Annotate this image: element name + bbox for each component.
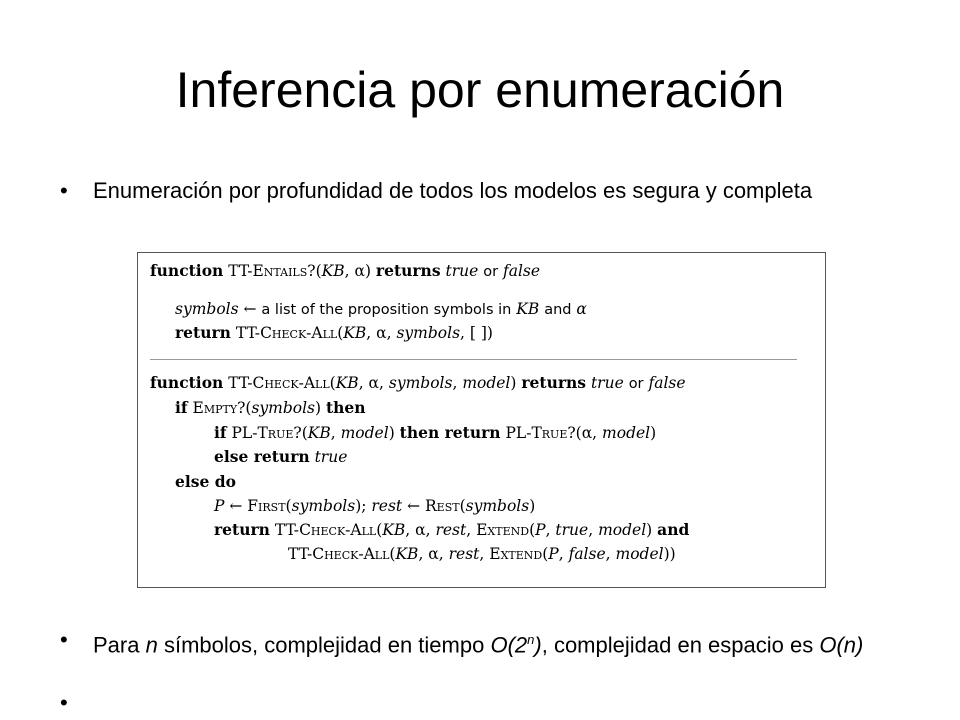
algorithm-token: rest: [435, 521, 467, 539]
algorithm-token: true: [555, 521, 589, 539]
algorithm-token: model: [602, 424, 651, 442]
algorithm-token: ,: [452, 374, 463, 392]
algorithm-line: [214, 520, 689, 540]
algorithm-token: if: [214, 423, 227, 442]
algorithm-token: Check-All: [312, 545, 390, 563]
algorithm-token: , [ ]): [460, 324, 493, 342]
algorithm-token: ,: [330, 424, 341, 442]
algorithm-token: ): [510, 374, 522, 392]
algorithm-token: , α,: [366, 324, 397, 342]
algorithm-token: Extend: [476, 521, 530, 539]
algorithm-token: function: [150, 261, 224, 280]
bullet-text: Enumeración por profundidad de todos los modelos es segura y completa: [93, 178, 813, 203]
algorithm-line: [214, 496, 535, 516]
algorithm-token: )): [663, 545, 676, 563]
algorithm-token: , α,: [358, 374, 389, 392]
algorithm-line: [175, 472, 236, 492]
bullet-text-part: Para: [93, 632, 146, 658]
algorithm-token: (: [285, 497, 292, 515]
algorithm-token: (: [542, 545, 549, 563]
algorithm-token: Rest: [425, 497, 460, 515]
algorithm-token: (: [389, 545, 396, 563]
algorithm-token: KB: [382, 521, 406, 539]
algorithm-token: (: [376, 521, 383, 539]
algorithm-token: return: [175, 323, 231, 342]
algorithm-token: , α,: [418, 545, 449, 563]
algorithm-token: Empty: [192, 399, 238, 417]
algorithm-token: Check-All: [299, 521, 377, 539]
algorithm-token: ,: [466, 521, 477, 539]
algorithm-token: false: [648, 374, 686, 392]
bullet-marker: •: [60, 627, 68, 652]
algorithm-token: (: [337, 324, 344, 342]
algorithm-token: a list of the proposition symbols in: [261, 302, 512, 318]
algorithm-token: , α,: [405, 521, 436, 539]
algorithm-token: ): [646, 521, 658, 539]
bullet-item: [60, 627, 890, 658]
algorithm-token: TT-: [235, 324, 261, 342]
algorithm-token: First: [247, 497, 286, 515]
algorithm-token: ): [315, 399, 326, 417]
algorithm-token: ,: [605, 545, 616, 563]
algorithm-token: rest: [448, 545, 480, 563]
algorithm-token: , α): [344, 262, 376, 280]
bullet-text-part: , complejidad en espacio es: [541, 632, 820, 658]
function-separator: [150, 359, 797, 360]
algorithm-token: (: [459, 497, 466, 515]
algorithm-token: TT-: [274, 521, 300, 539]
algorithm-token: TT-: [228, 262, 253, 280]
slide-title: Inferencia por enumeración: [175, 62, 785, 118]
algorithm-token: KB: [335, 374, 359, 392]
algorithm-token: Entails: [252, 262, 308, 280]
algorithm-token: PL-: [231, 424, 258, 442]
bullet-marker: •: [60, 690, 68, 715]
algorithm-line: [175, 323, 493, 343]
algorithm-token: (: [329, 374, 336, 392]
algorithm-token: model: [615, 545, 664, 563]
algorithm-token: rest: [371, 497, 403, 515]
algorithm-token: P: [535, 521, 546, 539]
bullet-marker: •: [60, 178, 68, 203]
algorithm-token: True: [531, 424, 568, 442]
algorithm-token: or: [628, 376, 644, 392]
algorithm-token: returns: [375, 261, 441, 280]
algorithm-token: false: [568, 545, 606, 563]
algorithm-token: else return: [214, 447, 310, 466]
algorithm-token: ): [388, 424, 400, 442]
algorithm-token: false: [503, 262, 541, 280]
algorithm-line: [175, 299, 587, 320]
algorithm-token: ←: [224, 497, 248, 515]
algorithm-token: ,: [558, 545, 569, 563]
algorithm-token: symbols: [388, 374, 453, 392]
algorithm-token: else do: [175, 472, 236, 491]
algorithm-token: P: [548, 545, 559, 563]
algorithm-token: if: [175, 398, 188, 417]
algorithm-token: true: [445, 262, 479, 280]
algorithm-token: symbols: [291, 497, 356, 515]
algorithm-token: α: [576, 300, 587, 318]
algorithm-token: model: [462, 374, 511, 392]
algorithm-line: [175, 398, 366, 418]
algorithm-token: model: [340, 424, 389, 442]
algorithm-token: TT-: [228, 374, 253, 392]
algorithm-token: ?(: [237, 399, 252, 417]
algorithm-token: symbols: [465, 497, 530, 515]
bullet-text-italic: n: [145, 632, 158, 658]
algorithm-box: [137, 252, 826, 588]
algorithm-token: symbols: [251, 399, 316, 417]
algorithm-token: ←: [402, 497, 425, 515]
bullet-text-italic: O(2: [490, 632, 528, 658]
algorithm-line: [214, 447, 347, 467]
algorithm-token: and: [544, 302, 572, 318]
algorithm-token: symbols: [396, 324, 461, 342]
algorithm-token: PL-: [505, 424, 532, 442]
algorithm-token: KB: [343, 324, 367, 342]
algorithm-token: and: [657, 520, 690, 539]
algorithm-line: [288, 544, 676, 564]
algorithm-line: [150, 261, 540, 282]
algorithm-token: true: [314, 448, 348, 466]
algorithm-token: Extend: [489, 545, 543, 563]
algorithm-token: symbols: [175, 300, 239, 318]
algorithm-token: ?(α,: [567, 424, 603, 442]
bullet-text-italic: ): [534, 632, 542, 658]
algorithm-line: [150, 373, 686, 394]
algorithm-token: return: [214, 520, 270, 539]
algorithm-token: TT-: [288, 545, 313, 563]
algorithm-token: KB: [516, 300, 540, 318]
algorithm-token: Check-All: [252, 374, 330, 392]
bullet-item: [60, 178, 890, 204]
algorithm-token: ,: [545, 521, 556, 539]
algorithm-token: function: [150, 373, 224, 392]
algorithm-token: Check-All: [260, 324, 338, 342]
algorithm-token: then return: [399, 423, 501, 442]
algorithm-token: returns: [521, 373, 587, 392]
algorithm-line: [214, 423, 656, 443]
bullet-text-superscript: n: [527, 632, 535, 647]
algorithm-token: then: [326, 398, 366, 417]
algorithm-token: );: [355, 497, 372, 515]
algorithm-token: or: [483, 264, 499, 280]
algorithm-token: ): [650, 424, 657, 442]
algorithm-token: KB: [321, 262, 345, 280]
algorithm-token: true: [590, 374, 624, 392]
algorithm-token: KB: [395, 545, 419, 563]
algorithm-token: KB: [307, 424, 331, 442]
algorithm-token: True: [257, 424, 294, 442]
algorithm-token: model: [598, 521, 647, 539]
bullet-text-italic: O(n): [819, 632, 864, 658]
algorithm-token: ←: [238, 300, 262, 318]
algorithm-token: (: [529, 521, 536, 539]
algorithm-token: ?(: [293, 424, 308, 442]
algorithm-token: ): [529, 497, 536, 515]
bullet-text: [93, 627, 890, 658]
algorithm-token: P: [214, 497, 225, 515]
bullet-text-part: símbolos, complejidad en tiempo: [157, 632, 491, 658]
algorithm-token: ,: [479, 545, 490, 563]
algorithm-token: ,: [588, 521, 599, 539]
algorithm-token: ?(: [307, 262, 322, 280]
